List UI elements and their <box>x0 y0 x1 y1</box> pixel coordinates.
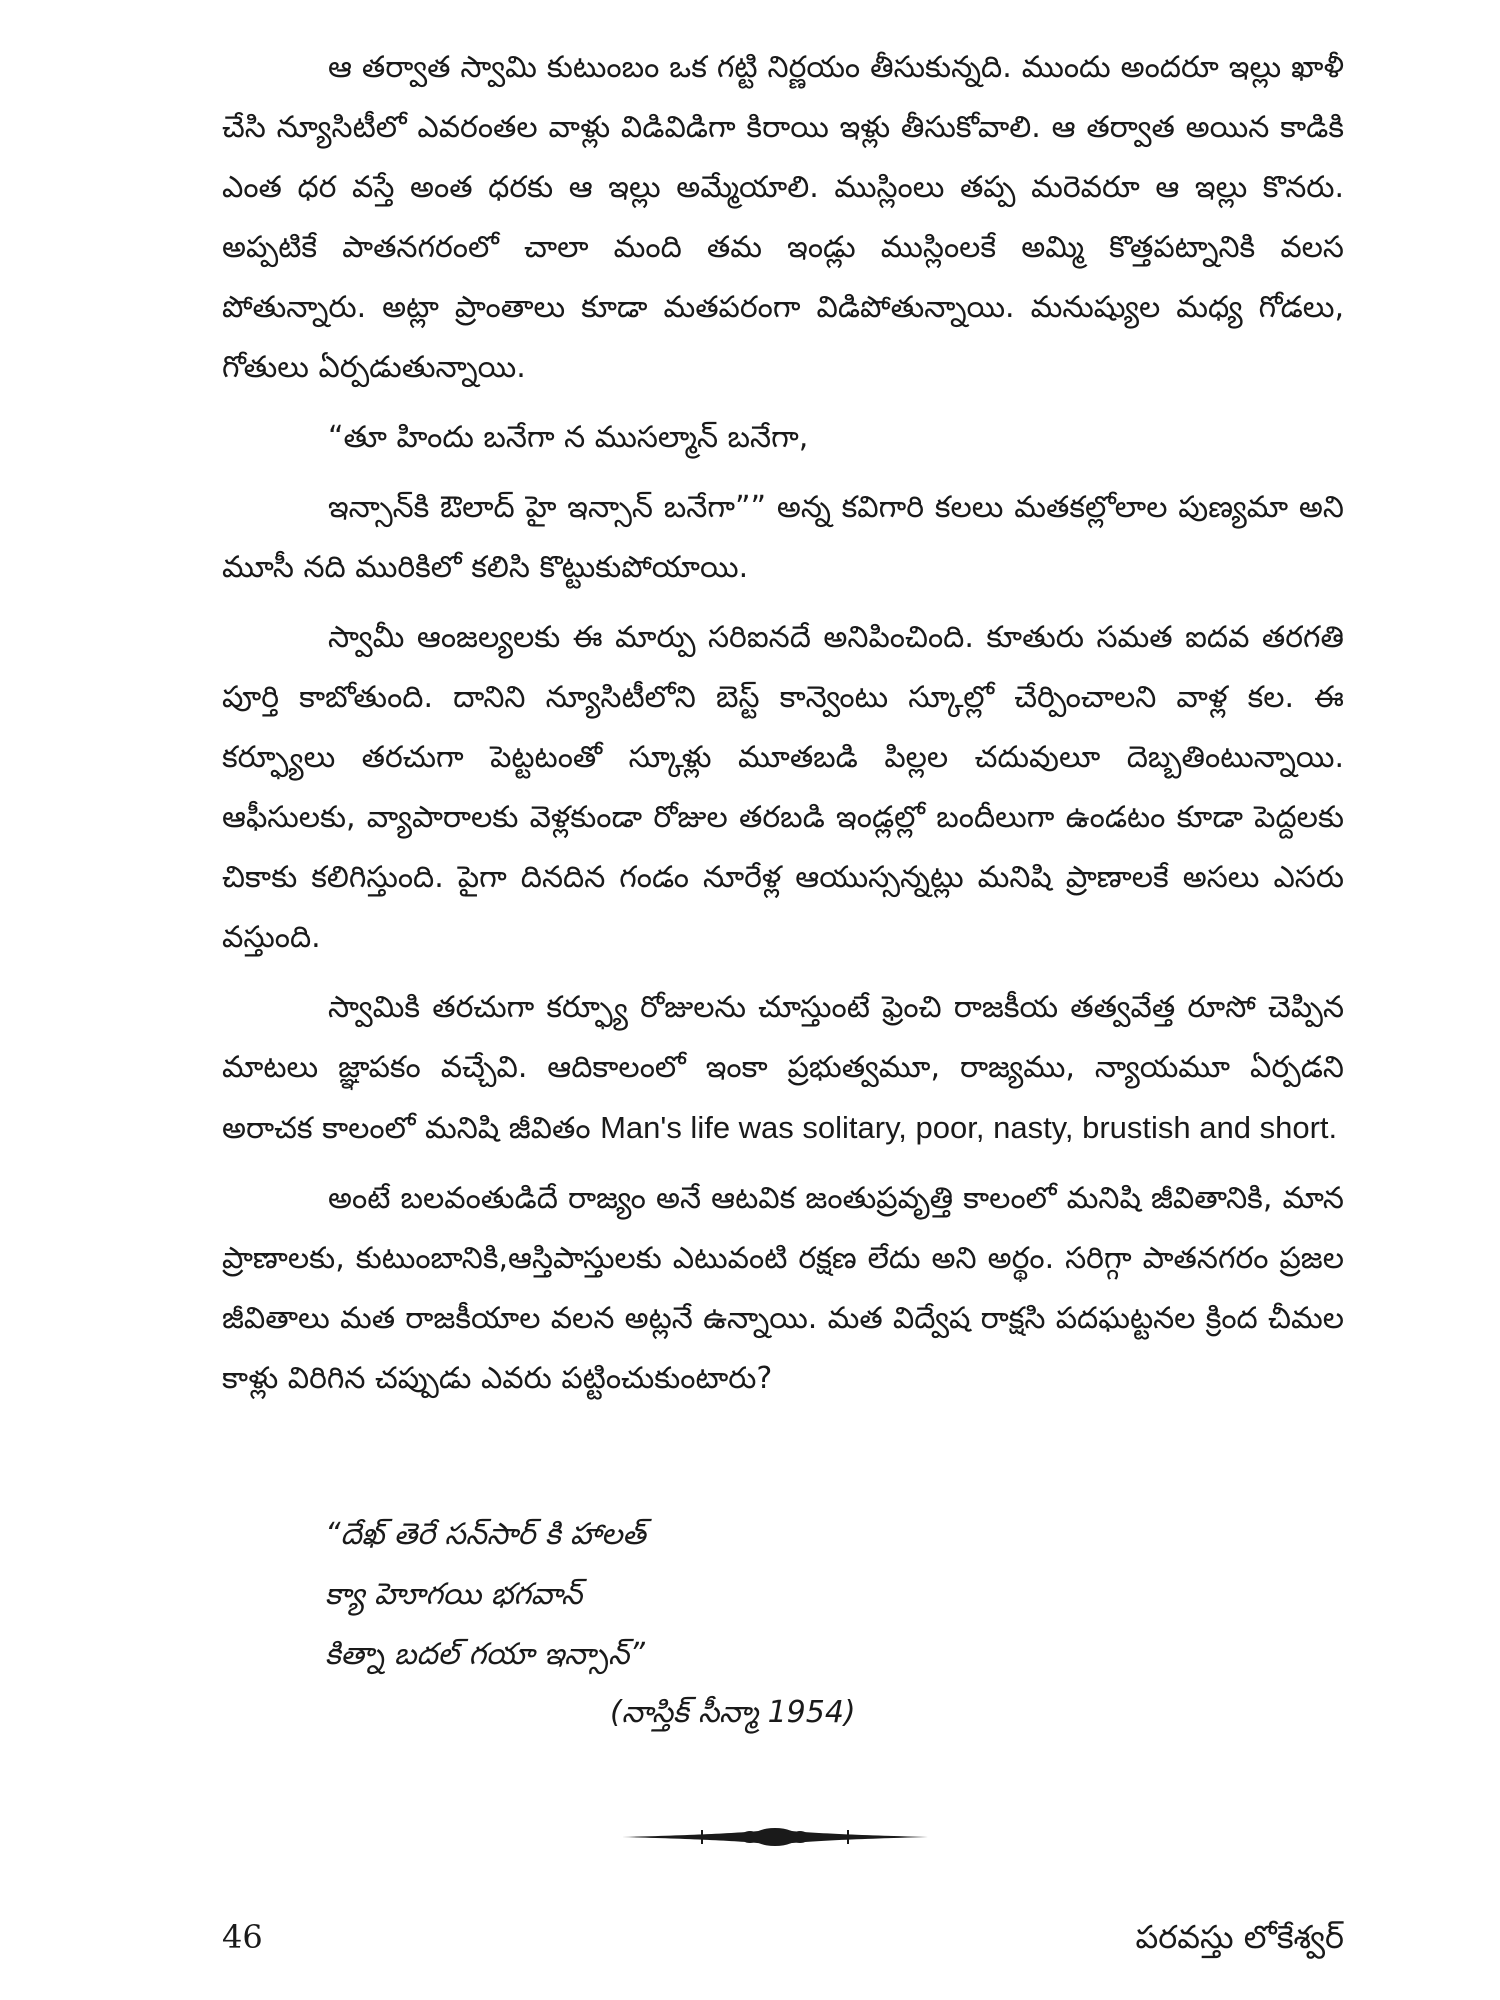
verse-line: క్యా హెూగయి భగవాన్ <box>325 1577 583 1612</box>
paragraph-telugu-text: స్వామికి తరచుగా కర్ఫ్యూ రోజులను చూస్తుంటే ఫ్రెంచి రాజకీయ తత్వవేత్త రూసో చెప్పిన మాటలు జ్ఞాపకం వచ్చేవి. ఆదికాలంలో ఇంకా ప్రభుత్వమూ, రాజ్యము, న్యాయమూ ఏర్పడని అరాచక కాలంలో మనిషి జీవితం <box>222 990 1344 1146</box>
page-number: 46 <box>222 1918 263 1956</box>
verse-line: కిత్నా బదల్ గయా ఇన్సాన్” <box>325 1637 645 1672</box>
quote-line: “తూ హిందు బనేగా న ముసల్మాన్ బనేగా, <box>328 420 809 455</box>
paragraph: అంటే బలవంతుడిదే రాజ్యం అనే ఆటవిక జంతుప్రవృత్తి కాలంలో మనిషి జీవితానికి, మాన ప్రాణాలకు, కుటుంబానికి,ఆస్తిపాస్తులకు ఎటువంటి రక్షణ లేదు అని అర్థం. సరిగ్గా పాతనగరం ప్రజల జీవితాలు మత రాజకీయాల వలన అట్లనే ఉన్నాయి. మత విద్వేష రాక్షసి పదఘట్టనల క్రింద చీమల కాళ్లు విరిగిన చప్పుడు ఎవరు పట్టించుకుంటారు? <box>222 1181 1344 1396</box>
body-text <box>222 38 1344 1419</box>
english-quote: Man's life was solitary, poor, nasty, brustish and short. <box>600 1110 1338 1145</box>
verse-line: “దేఖ్ తెరే సన్‌సార్ కి హాలత్ <box>325 1517 646 1552</box>
paragraph: ఇన్సాన్‌కి ఔలాద్ హై ఇన్సాన్ బనేగా”” అన్న కవిగారి కలలు మతకల్లోలాల పుణ్యమా అని మూసీ నది మురికిలో కలిసి కొట్టుకుపోయాయి. <box>222 490 1344 585</box>
paragraph: స్వామీ ఆంజల్యలకు ఈ మార్పు సరిఐనదే అనిపించింది. కూతురు సమత ఐదవ తరగతి పూర్తి కాబోతుంది. దానిని న్యూసిటీలోని బెస్ట్ కాన్వెంటు స్కూల్లో చేర్పించాలని వాళ్ల కల. ఈ కర్ఫ్యూలు తరచుగా పెట్టటంతో స్కూళ్లు మూతబడి పిల్లల చదువులూ దెబ్బతింటున్నాయి. ఆఫీసులకు, వ్యాపారాలకు వెళ్లకుండా రోజుల తరబడి ఇండ్లల్లో బందీలుగా ఉండటం కూడా పెద్దలకు చికాకు కలిగిస్తుంది. పైగా దినదిన గండం నూరేళ్ల ఆయుస్సన్నట్లు మనిషి ప్రాణాలకే అసలు ఎసరు వస్తుంది. <box>222 620 1344 955</box>
verse-block <box>325 1505 646 1685</box>
paragraph: ఆ తర్వాత స్వామి కుటుంబం ఒక గట్టి నిర్ణయం తీసుకున్నది. ముందు అందరూ ఇల్లు ఖాళీ చేసి న్యూసిటీలో ఎవరంతల వాళ్లు విడివిడిగా కిరాయి ఇళ్లు తీసుకోవాలి. ఆ తర్వాత అయిన కాడికి ఎంత ధర వస్తే అంత ధరకు ఆ ఇల్లు అమ్మేయాలి. ముస్లింలు తప్ప మరెవరూ ఆ ఇల్లు కొనరు. అప్పటికే పాతనగరంలో చాలా మంది తమ ఇండ్లు ముస్లింలకే అమ్మి కొత్తపట్నానికి వలస పోతున్నారు. అట్లా ప్రాంతాలు కూడా మతపరంగా విడిపోతున్నాయి. మనుష్యుల మధ్య గోడలు, గోతులు ఏర్పడుతున్నాయి. <box>222 50 1344 385</box>
verse-citation: (నాస్తిక్ సీన్మా 1954) <box>610 1695 856 1730</box>
ornament-divider-icon <box>620 1822 930 1852</box>
paragraph <box>222 978 1344 1159</box>
footer-author: పరవస్తు లోకేశ్వర్ <box>1135 1918 1344 1956</box>
